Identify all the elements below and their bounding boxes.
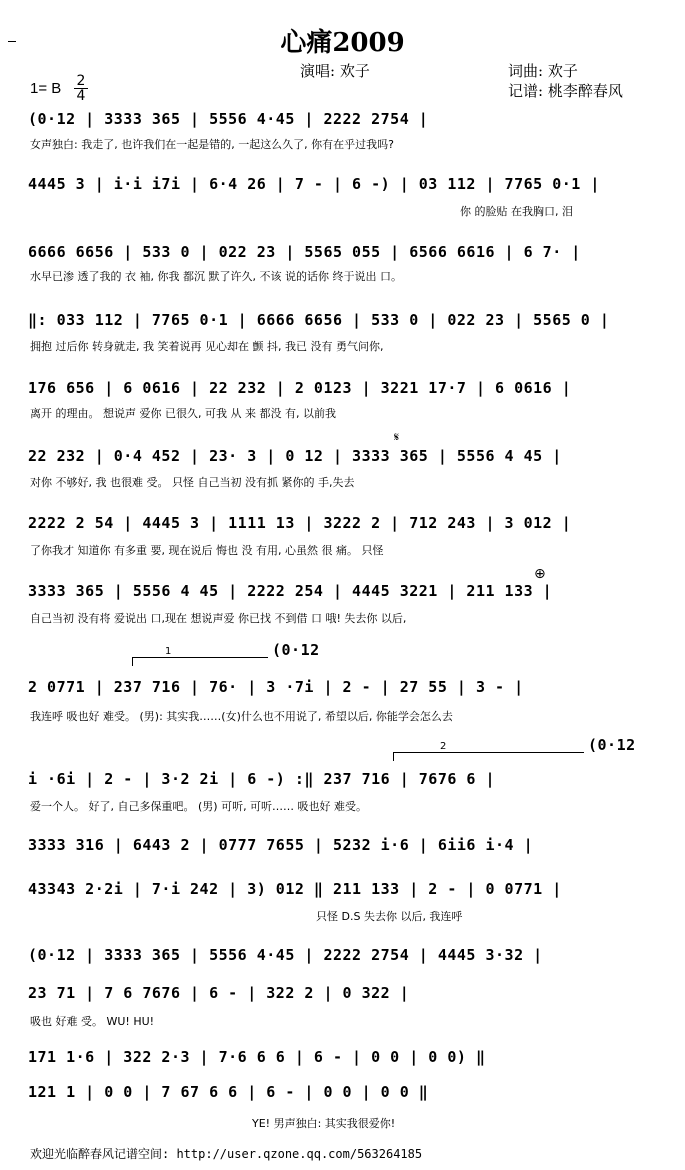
lyric-row-6: 对你 不够好, 我 也很难 受。 只怪 自己当初 没有抓 紧你的 手,失去: [30, 476, 355, 489]
singer-credit: 演唱: 欢子: [300, 62, 370, 80]
score-row-2: 4445 3 | i·i i7i | 6·4 26 | 7 - | 6 -) | 03 112 | 7765 0·1 |: [28, 175, 600, 193]
score-row-13: (0·12 | 3333 365 | 5556 4·45 | 2222 2754 | 4445 3·32 |: [28, 946, 543, 964]
time-signature-bottom: 4: [74, 88, 88, 103]
lyric-row-1: 女声独白: 我走了, 也许我们在一起是错的, 一起这么久了, 你有在乎过我吗?: [30, 138, 395, 151]
lyric-row-8: 自己当初 没有将 爱说出 口,现在 想说声爱 你已找 不到借 口 哦! 失去你 以后,: [30, 612, 407, 625]
volta-bracket-2: [393, 752, 584, 761]
score-row-15: 171 1·6 | 322 2·3 | 7·6 6 6 | 6 - | 0 0 | 0 0) ‖: [28, 1048, 486, 1066]
lyric-row-16: YE! 男声独白: 其实我很爱你!: [252, 1117, 396, 1130]
transcriber-credit: 记谱: 桃李醉春风: [508, 82, 623, 100]
pickup-1: (0·12: [272, 641, 320, 659]
volta-bracket-1: [132, 657, 268, 666]
lyric-row-4: 拥抱 过后你 转身就走, 我 笑着说再 见心却在 颤 抖, 我已 没有 勇气问你,: [30, 340, 384, 353]
lyric-row-5: 离开 的理由。 想说声 爱你 已很久, 可我 从 来 都没 有, 以前我: [30, 407, 336, 420]
lyric-row-3: 水早已渗 透了我的 衣 袖, 你我 都沉 默了许久, 不该 说的话你 终于说出 口。: [30, 270, 402, 283]
lyric-row-12: 只怪 D.S 失去你 以后, 我连呼: [316, 910, 463, 923]
lyric-row-7: 了你我才 知道你 有多重 要, 现在说后 悔也 没 有用, 心虽然 很 痛。 只怪: [30, 544, 384, 557]
time-signature: [74, 74, 88, 103]
lyric-row-10: 爱一个人。 好了, 自己多保重吧。 (男) 可听, 可听…… 吸也好 难受。: [30, 800, 368, 813]
time-signature-top: 2: [76, 73, 86, 89]
score-row-9: 2 0771 | 237 716 | 76· | 3 ·7i | 2 - | 27 55 | 3 - |: [28, 678, 524, 696]
composer-credit: 词曲: 欢子: [508, 62, 578, 80]
score-row-7: 2222 2 54 | 4445 3 | 1111 13 | 3222 2 | 712 243 | 3 012 |: [28, 514, 572, 532]
score-row-5: 176 656 | 6 0616 | 22 232 | 2 0123 | 3221 17·7 | 6 0616 |: [28, 379, 572, 397]
score-row-4: ‖: 033 112 | 7765 0·1 | 6666 6656 | 533 0 | 022 23 | 5565 0 |: [28, 311, 610, 329]
score-row-12: 43343 2·2i | 7·i 242 | 3) 012 ‖ 211 133 | 2 - | 0 0771 |: [28, 880, 562, 898]
score-row-1: (0·12 | 3333 365 | 5556 4·45 | 2222 2754 |: [28, 110, 429, 128]
lyric-row-14: 吸也 好难 受。 WU! HU!: [30, 1015, 155, 1028]
song-title: 心痛2009: [280, 28, 405, 58]
coda-sign: ⊕: [534, 566, 546, 582]
score-row-6: 22 232 | 0·4 452 | 23· 3 | 0 12 | 3333 365 | 5556 4 45 |: [28, 447, 562, 465]
score-row-16: 121 1 | 0 0 | 7 67 6 6 | 6 - | 0 0 | 0 0 ‖: [28, 1083, 429, 1101]
segno-sign: 𝄋: [394, 430, 400, 444]
key-signature: 1= B: [30, 80, 62, 97]
score-row-11: 3333 316 | 6443 2 | 0777 7655 | 5232 i·6 | 6ii6 i·4 |: [28, 836, 534, 854]
lyric-row-2: 你 的脸贴 在我胸口, 泪: [460, 205, 573, 218]
score-row-14: 23 71 | 7 6 7676 | 6 - | 322 2 | 0 322 |: [28, 984, 410, 1002]
score-row-8: 3333 365 | 5556 4 45 | 2222 254 | 4445 3221 | 211 133 |: [28, 582, 553, 600]
volta-1-label: 1: [165, 646, 172, 657]
volta-2-label: 2: [440, 741, 447, 752]
lyric-row-9: 我连呼 吸也好 难受。 (男): 其实我……(女)什么也不用说了, 希望以后, 你能学会怎么去: [30, 710, 453, 723]
score-row-10: i ·6i | 2 - | 3·2 2i | 6 -) :‖ 237 716 | 7676 6 |: [28, 770, 496, 788]
pickup-2: (0·12: [588, 736, 636, 754]
page-footer: 欢迎光临醉春风记谱空间: http://user.qzone.qq.com/563264185: [30, 1147, 423, 1161]
score-row-3: 6666 6656 | 533 0 | 022 23 | 5565 055 | 6566 6616 | 6 7· |: [28, 243, 581, 261]
